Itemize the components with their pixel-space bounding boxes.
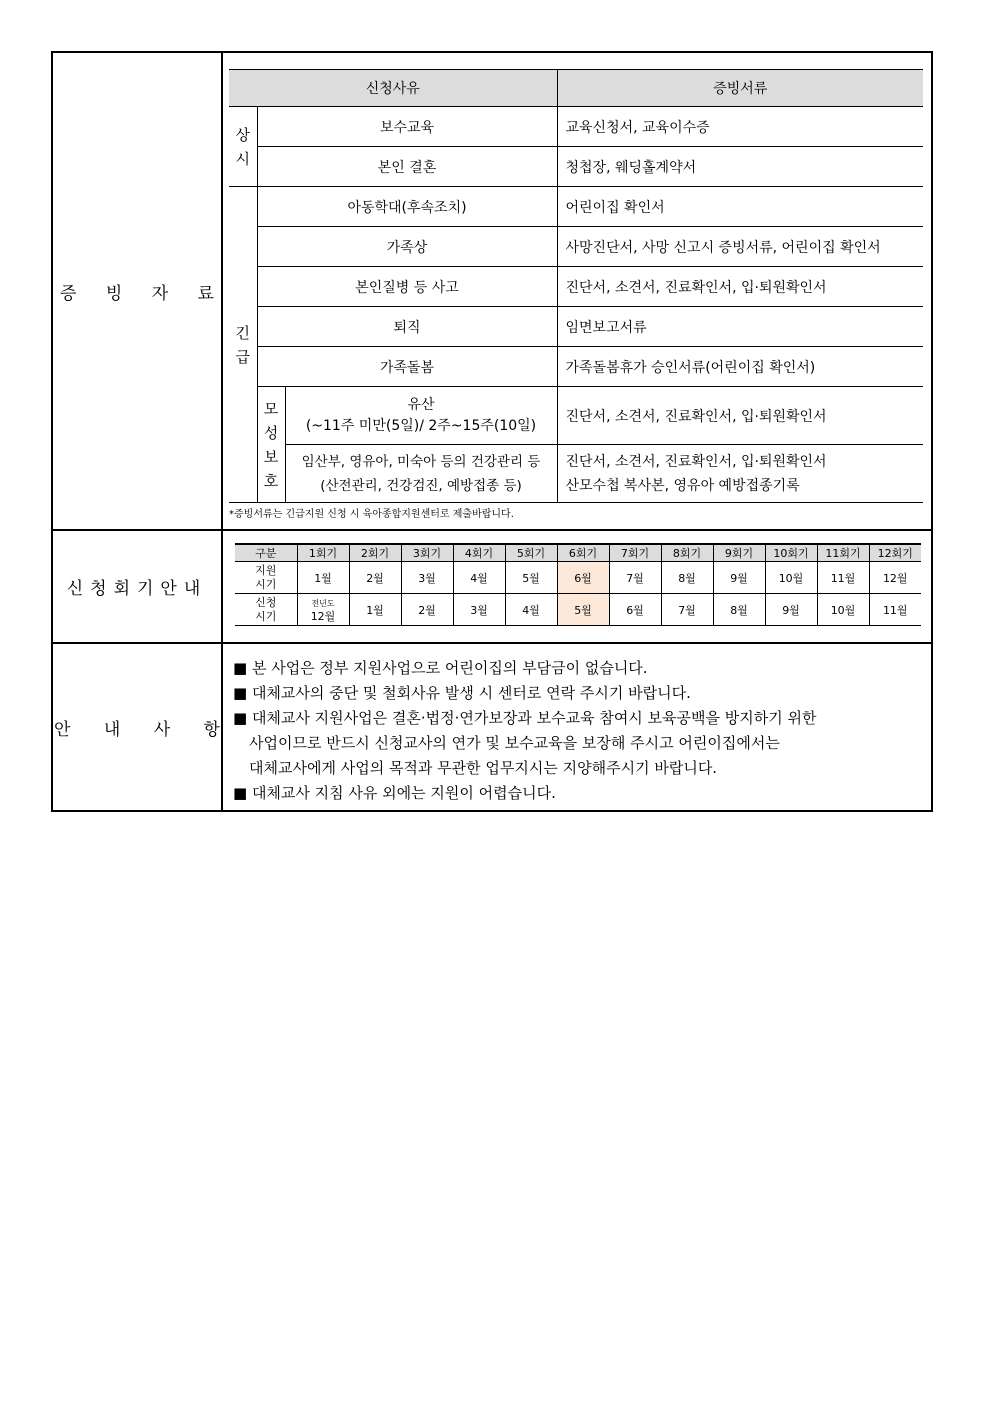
apply-first-small: 전년도 bbox=[311, 598, 335, 608]
schedule-header-cell: 구분 bbox=[235, 544, 297, 562]
schedule-apply-row bbox=[235, 594, 921, 626]
table-row bbox=[229, 107, 923, 147]
evidence-header-row bbox=[229, 70, 923, 107]
apply-first: 12월 bbox=[310, 609, 336, 623]
support-cell: 2월 bbox=[349, 562, 401, 594]
doc-cell bbox=[557, 445, 923, 503]
schedule-header-cell: 1회기 bbox=[297, 544, 349, 562]
apply-cell: 11월 bbox=[869, 594, 921, 626]
reason-line: (~11주 미만(5일)/ 2주~15주(10일) bbox=[305, 417, 537, 434]
notice-line: ■ 대체교사의 중단 및 철회사유 발생 시 센터로 연락 주시기 바랍니다. bbox=[233, 684, 691, 702]
table-row bbox=[229, 307, 923, 347]
apply-cell: 1월 bbox=[349, 594, 401, 626]
evidence-note: *증빙서류는 긴급지원 신청 시 육아종합지원센터로 제출바랍니다. bbox=[229, 509, 514, 520]
apply-cell bbox=[297, 594, 349, 626]
notice-line: ■ 대체교사 지원사업은 결혼·법정·연가보장과 보수교육 참여시 보육공백을 방지하기 위한 bbox=[233, 709, 817, 727]
schedule-content bbox=[223, 531, 931, 642]
doc-line: 진단서, 소견서, 진료확인서, 입·퇴원확인서 bbox=[565, 453, 827, 470]
support-cell: 4월 bbox=[453, 562, 505, 594]
group-maternity-text: 모 성 보 호 bbox=[263, 399, 279, 490]
schedule-header-cell: 11회기 bbox=[817, 544, 869, 562]
support-cell: 1월 bbox=[297, 562, 349, 594]
schedule-header-cell: 4회기 bbox=[453, 544, 505, 562]
reason-cell: 아동학대(후속조치) bbox=[257, 187, 557, 227]
schedule-label bbox=[53, 531, 223, 642]
support-cell: 3월 bbox=[401, 562, 453, 594]
main-form-table bbox=[51, 51, 933, 812]
schedule-header-cell: 9회기 bbox=[713, 544, 765, 562]
doc-cell: 사망진단서, 사망 신고시 증빙서류, 어린이집 확인서 bbox=[557, 227, 923, 267]
evidence-label-text: 증 빙 자 료 bbox=[60, 283, 214, 304]
evidence-label bbox=[53, 53, 223, 529]
apply-cell: 3월 bbox=[453, 594, 505, 626]
evidence-section bbox=[53, 53, 931, 531]
evidence-table bbox=[229, 69, 923, 503]
apply-cell: 9월 bbox=[765, 594, 817, 626]
support-cell: 6월 bbox=[557, 562, 609, 594]
doc-line: 산모수첩 복사본, 영유아 예방접종기록 bbox=[565, 477, 800, 494]
apply-label-text: 신청 시기 bbox=[255, 595, 277, 623]
notice-label bbox=[53, 644, 223, 810]
support-cell: 12월 bbox=[869, 562, 921, 594]
table-row bbox=[229, 387, 923, 445]
notice-label-text: 안 내 사 항 bbox=[54, 719, 220, 740]
apply-cell: 10월 bbox=[817, 594, 869, 626]
support-cell: 5월 bbox=[505, 562, 557, 594]
reason-cell bbox=[285, 387, 557, 445]
support-cell: 9월 bbox=[713, 562, 765, 594]
table-row bbox=[229, 187, 923, 227]
apply-cell: 4월 bbox=[505, 594, 557, 626]
doc-cell: 진단서, 소견서, 진료확인서, 입·퇴원확인서 bbox=[557, 267, 923, 307]
doc-cell: 어린이집 확인서 bbox=[557, 187, 923, 227]
group-regular bbox=[229, 107, 257, 187]
reason-line: (산전관리, 건강검진, 예방접종 등) bbox=[320, 477, 522, 494]
schedule-header-cell: 12회기 bbox=[869, 544, 921, 562]
reason-line: 유산 bbox=[407, 396, 435, 413]
schedule-label-text: 신청회기안내 bbox=[66, 579, 208, 599]
support-cell: 8월 bbox=[661, 562, 713, 594]
schedule-header-cell: 3회기 bbox=[401, 544, 453, 562]
reason-cell: 가족상 bbox=[257, 227, 557, 267]
apply-cell: 2월 bbox=[401, 594, 453, 626]
doc-cell: 가족돌봄휴가 승인서류(어린이집 확인서) bbox=[557, 347, 923, 387]
apply-cell: 6월 bbox=[609, 594, 661, 626]
header-reason: 신청사유 bbox=[229, 70, 557, 107]
table-row bbox=[229, 267, 923, 307]
group-regular-text: 상 시 bbox=[235, 125, 250, 168]
notice-content bbox=[223, 644, 931, 810]
schedule-header-cell: 8회기 bbox=[661, 544, 713, 562]
schedule-header-cell: 5회기 bbox=[505, 544, 557, 562]
reason-cell: 퇴직 bbox=[257, 307, 557, 347]
doc-cell: 교육신청서, 교육이수증 bbox=[557, 107, 923, 147]
apply-cell: 8월 bbox=[713, 594, 765, 626]
header-doc: 증빙서류 bbox=[557, 70, 923, 107]
table-row bbox=[229, 227, 923, 267]
reason-line: 임산부, 영유아, 미숙아 등의 건강관리 등 bbox=[301, 453, 541, 470]
schedule-table bbox=[235, 543, 921, 626]
support-cell: 10월 bbox=[765, 562, 817, 594]
apply-label bbox=[235, 594, 297, 626]
notice-section bbox=[53, 644, 931, 810]
support-cell: 11월 bbox=[817, 562, 869, 594]
schedule-header-cell: 10회기 bbox=[765, 544, 817, 562]
doc-cell: 임면보고서류 bbox=[557, 307, 923, 347]
group-urgent-text: 긴 급 bbox=[235, 323, 250, 366]
reason-cell: 가족돌봄 bbox=[257, 347, 557, 387]
notice-line: 사업이므로 반드시 신청교사의 연가 및 보수교육을 보장해 주시고 어린이집에서는 bbox=[249, 734, 780, 752]
schedule-section bbox=[53, 531, 931, 644]
schedule-header-cell: 2회기 bbox=[349, 544, 401, 562]
table-row bbox=[229, 445, 923, 503]
notice-line: ■ 대체교사 지침 사유 외에는 지원이 어렵습니다. bbox=[233, 784, 556, 802]
doc-cell: 진단서, 소견서, 진료확인서, 입·퇴원확인서 bbox=[557, 387, 923, 445]
schedule-header-row bbox=[235, 544, 921, 562]
table-row bbox=[229, 347, 923, 387]
evidence-content bbox=[223, 53, 931, 529]
reason-cell: 보수교육 bbox=[257, 107, 557, 147]
reason-cell: 본인질병 등 사고 bbox=[257, 267, 557, 307]
group-maternity bbox=[257, 387, 285, 503]
support-label bbox=[235, 562, 297, 594]
schedule-header-cell: 7회기 bbox=[609, 544, 661, 562]
apply-cell: 7월 bbox=[661, 594, 713, 626]
group-urgent bbox=[229, 187, 257, 503]
apply-cell: 5월 bbox=[557, 594, 609, 626]
reason-cell: 본인 결혼 bbox=[257, 147, 557, 187]
doc-cell: 청첩장, 웨딩홀계약서 bbox=[557, 147, 923, 187]
reason-cell bbox=[285, 445, 557, 503]
table-row bbox=[229, 147, 923, 187]
notice-line: ■ 본 사업은 정부 지원사업으로 어린이집의 부담금이 없습니다. bbox=[233, 659, 648, 677]
support-label-text: 지원 시기 bbox=[255, 563, 277, 591]
schedule-support-row bbox=[235, 562, 921, 594]
schedule-header-cell: 6회기 bbox=[557, 544, 609, 562]
support-cell: 7월 bbox=[609, 562, 661, 594]
notice-line: 대체교사에게 사업의 목적과 무관한 업무지시는 지양해주시기 바랍니다. bbox=[249, 759, 718, 777]
